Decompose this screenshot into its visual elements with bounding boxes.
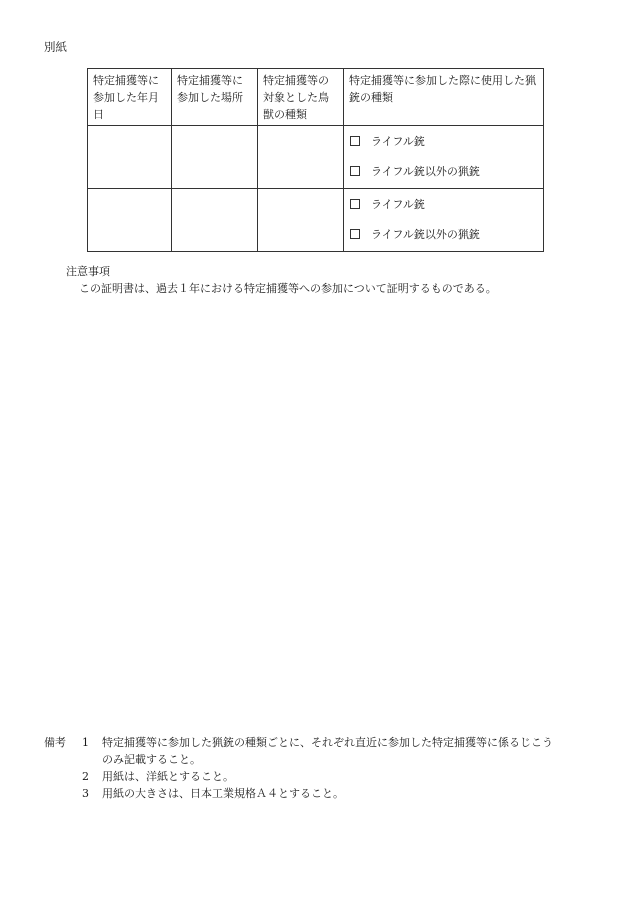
remark-number: 2 [82, 770, 89, 783]
date-cell[interactable] [88, 189, 172, 252]
remark-continuation [44, 751, 604, 768]
non-rifle-option[interactable] [350, 164, 543, 178]
checkbox-icon[interactable] [350, 229, 360, 239]
rifle-option[interactable] [350, 197, 543, 211]
date-cell[interactable] [88, 126, 172, 189]
table-header-row [88, 69, 544, 126]
table-row [88, 189, 544, 252]
option-label: ライフル銃以外の猟銃 [371, 165, 480, 178]
gun-type-cell [344, 126, 544, 189]
option-label: ライフル銃 [371, 198, 425, 211]
place-cell[interactable] [172, 189, 258, 252]
remark-item [44, 768, 604, 785]
option-label: ライフル銃 [371, 135, 425, 148]
hunting-participation-table [87, 68, 544, 252]
header-gun-type: 特定捕獲等に参加した際に使用した猟銃の種類 [344, 69, 544, 126]
remark-text: 用紙は、洋紙とすること。 [102, 770, 234, 783]
rifle-option[interactable] [350, 134, 543, 148]
remarks-title: 備考 [44, 736, 66, 749]
checkbox-icon[interactable] [350, 136, 360, 146]
attachment-label: 別紙 [44, 40, 67, 54]
species-cell[interactable] [258, 126, 344, 189]
remark-item [44, 734, 604, 751]
remark-text: 用紙の大きさは、日本工業規格Ａ４とすること。 [102, 787, 344, 800]
remark-number: 1 [82, 736, 89, 749]
remark-item [44, 785, 604, 802]
header-place: 特定捕獲等に参加した場所 [172, 69, 258, 126]
notes-heading: 注意事項 [66, 265, 110, 278]
notes-body: この証明書は、過去１年における特定捕獲等への参加について証明するものである。 [79, 282, 497, 295]
checkbox-icon[interactable] [350, 166, 360, 176]
option-label: ライフル銃以外の猟銃 [371, 228, 480, 241]
remark-text: のみ記載すること。 [102, 753, 201, 766]
table-row [88, 126, 544, 189]
non-rifle-option[interactable] [350, 227, 543, 241]
remark-number: 3 [82, 787, 89, 800]
remark-text: 特定捕獲等に参加した猟銃の種類ごとに、それぞれ直近に参加した特定捕獲等に係るじこう [102, 736, 553, 749]
header-date: 特定捕獲等に参加した年月日 [88, 69, 172, 126]
gun-type-cell [344, 189, 544, 252]
header-species: 特定捕獲等の対象とした鳥獣の種類 [258, 69, 344, 126]
species-cell[interactable] [258, 189, 344, 252]
place-cell[interactable] [172, 126, 258, 189]
checkbox-icon[interactable] [350, 199, 360, 209]
remarks-section [44, 734, 604, 802]
